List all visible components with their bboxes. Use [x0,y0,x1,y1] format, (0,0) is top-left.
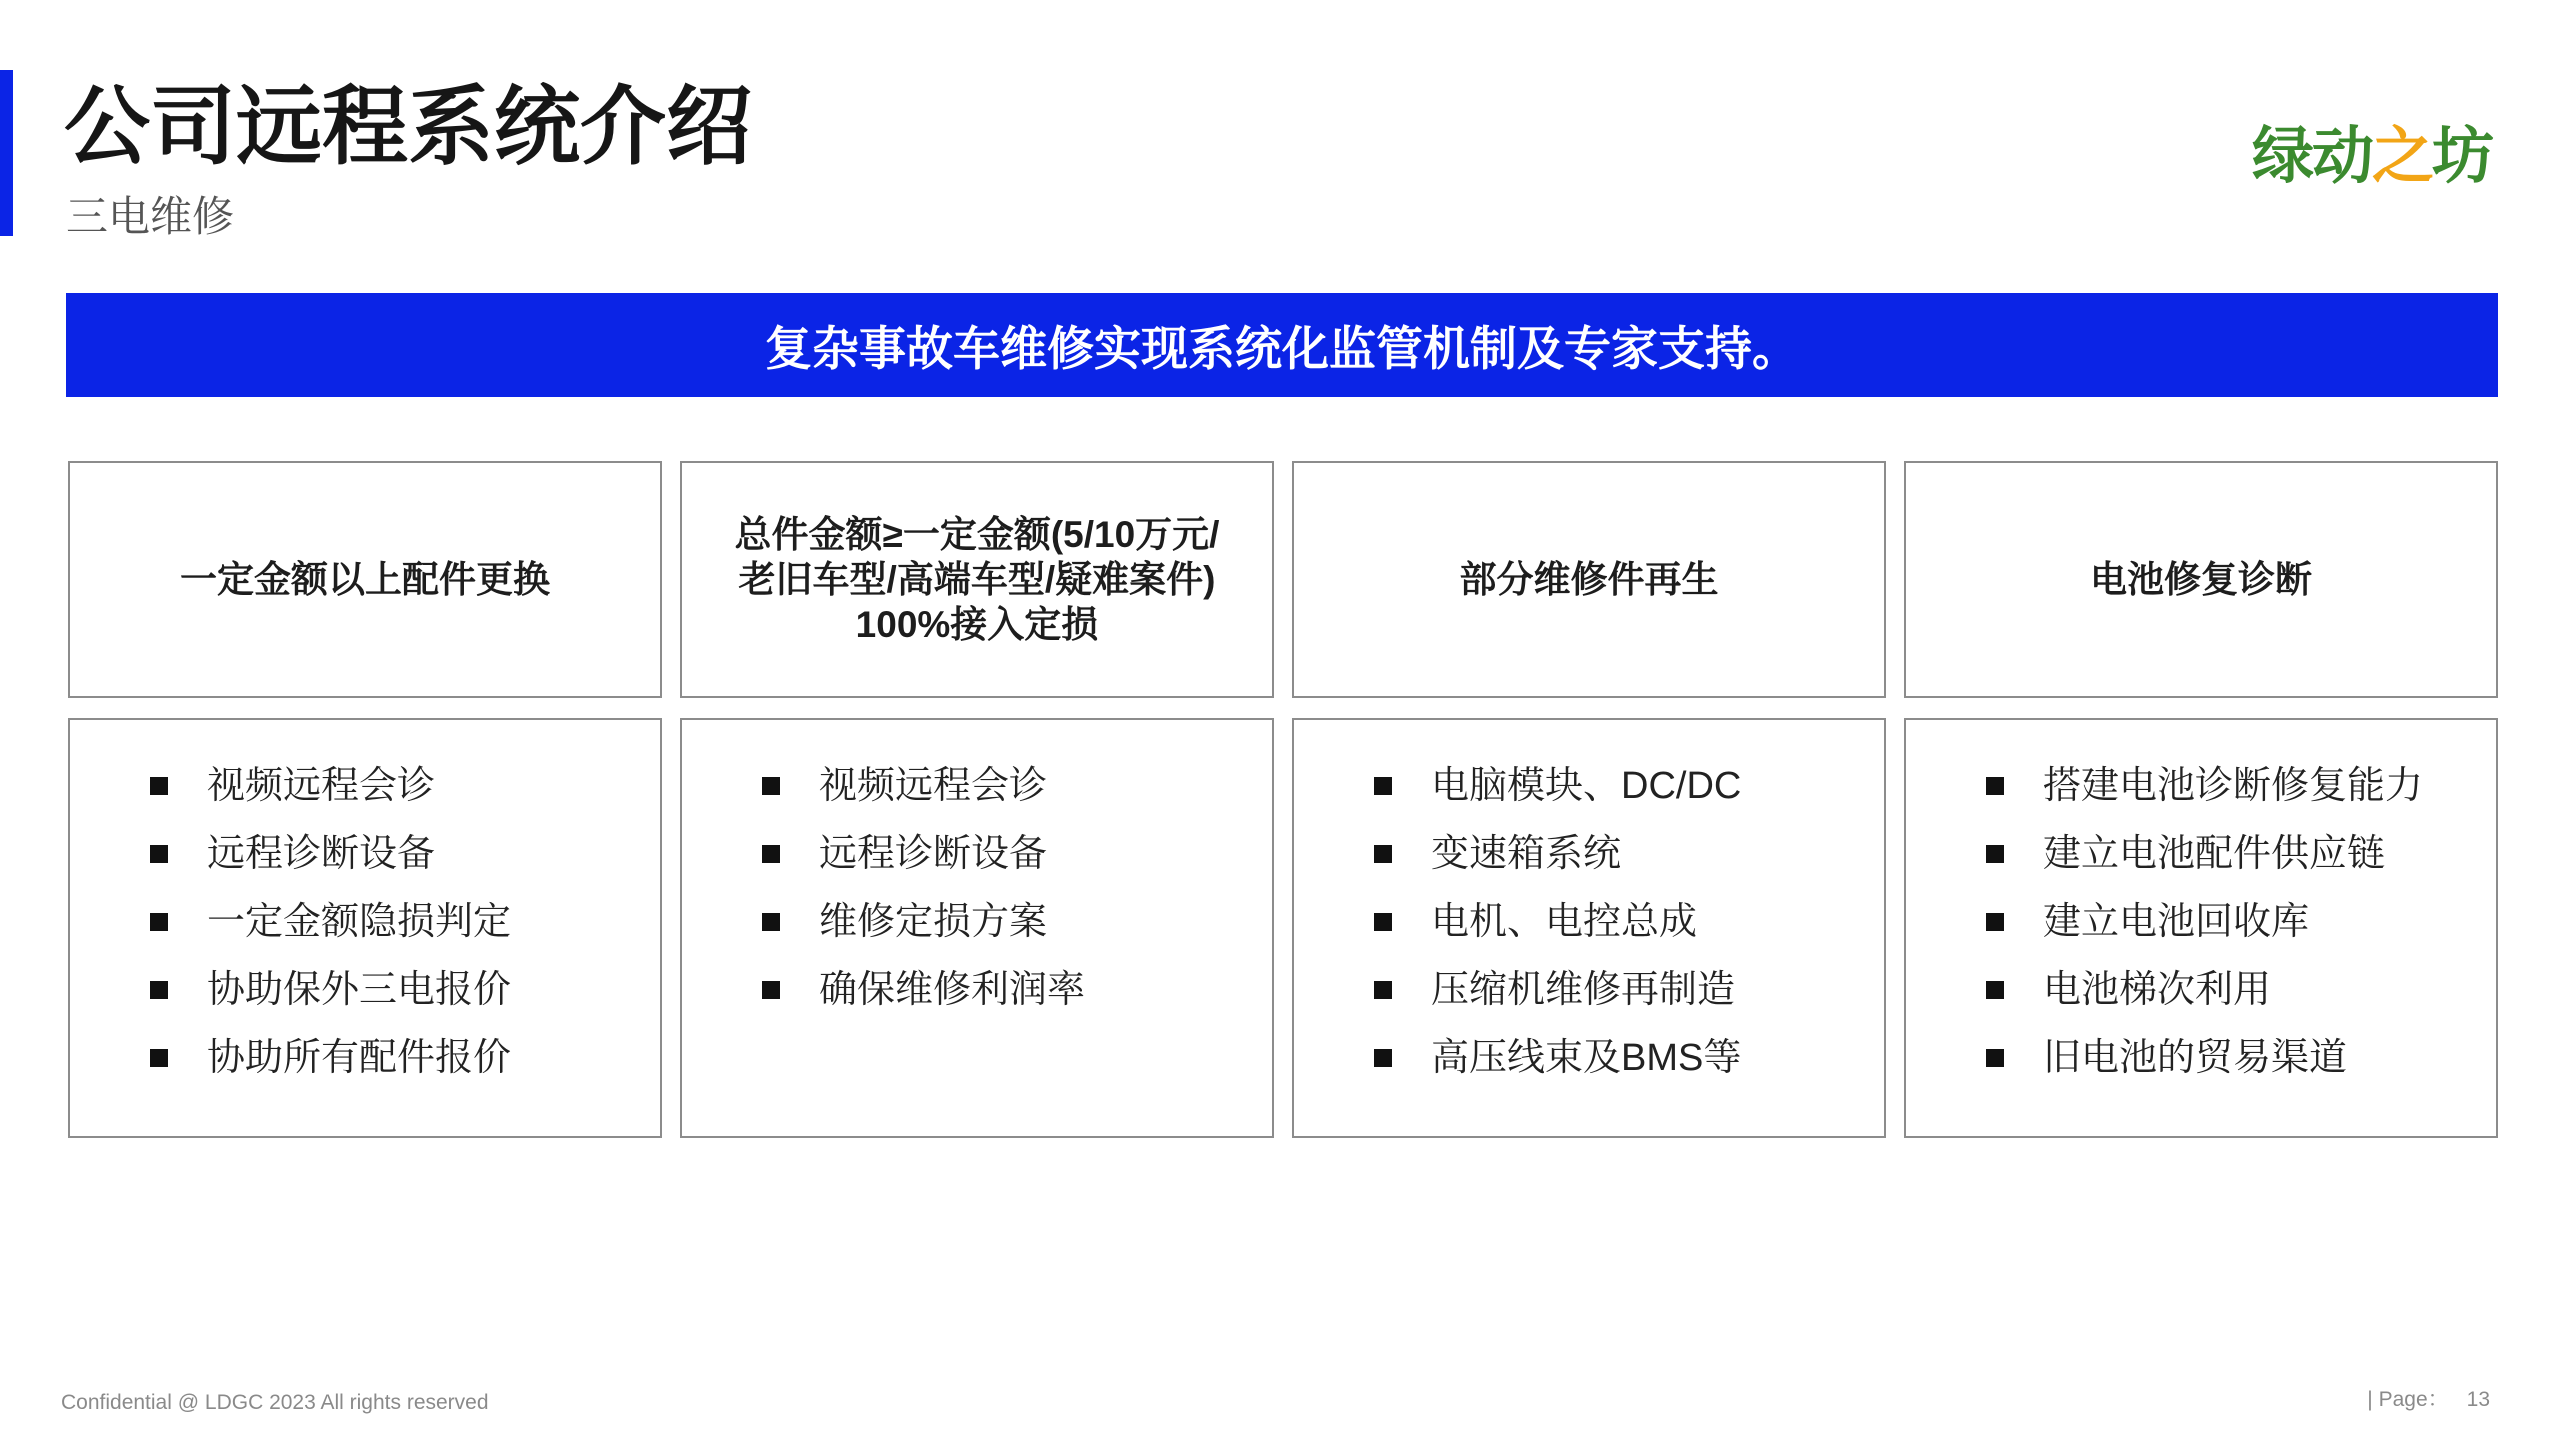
list-item [682,752,1272,820]
square-bullet-icon [1986,1049,2004,1067]
column-1-header [68,461,662,698]
column-4-header [1904,461,2498,698]
page-subtitle: 三电维修 [66,193,235,240]
list-item [682,888,1272,956]
list-item [1906,752,2496,820]
lightning-bolt-icon: 之 [2371,122,2432,191]
square-bullet-icon [150,913,168,931]
header-line: 电池修复诊断 [2090,559,2312,600]
column-1-body [68,718,662,1138]
square-bullet-icon [150,845,168,863]
page-number: 13 [2466,1388,2490,1411]
title-accent-bar [0,70,13,236]
square-bullet-icon [1374,1049,1392,1067]
list-item-text: 搭建电池诊断修复能力 [2043,765,2424,807]
banner-text: 复杂事故车维修实现系统化监管机制及专家支持。 [765,321,1799,375]
column-header-text [735,512,1220,647]
square-bullet-icon [1374,777,1392,795]
list-item-text: 确保维修利润率 [819,969,1086,1011]
column-1-list [70,720,660,1092]
list-item-text: 一定金额隐损判定 [207,901,512,943]
list-item [70,956,660,1024]
list-item-text: 变速箱系统 [1431,833,1622,875]
square-bullet-icon [762,845,780,863]
logo-char: 动 [2311,122,2372,191]
list-item-text: 高压线束及BMS等 [1431,1037,1742,1079]
list-item [682,820,1272,888]
service-columns [68,461,2498,1138]
column-2-list [682,720,1272,1024]
list-item [1906,820,2496,888]
page-indicator [2367,1387,2490,1413]
list-item-text: 视频远程会诊 [819,765,1048,807]
page-title: 公司远程系统介绍 [64,79,752,175]
header-line: 一定金额以上配件更换 [180,559,550,600]
square-bullet-icon [1374,913,1392,931]
square-bullet-icon [1374,845,1392,863]
column-4-list [1906,720,2496,1092]
square-bullet-icon [762,981,780,999]
list-item [1906,888,2496,956]
square-bullet-icon [762,777,780,795]
header-line: 老旧车型/高端车型/疑难案件) [738,559,1216,600]
column-3-list [1294,720,1884,1092]
logo-char: 绿 [2251,122,2312,191]
list-item-text: 电脑模块、DC/DC [1431,765,1742,807]
column-header-text [2090,557,2312,602]
headline-banner [66,293,2498,397]
list-item [70,888,660,956]
square-bullet-icon [1986,777,2004,795]
list-item [1294,1024,1884,1092]
column-header-text [180,557,550,602]
list-item-text: 建立电池配件供应链 [2043,833,2386,875]
list-item-text: 远程诊断设备 [819,833,1048,875]
column-2-body [680,718,1274,1138]
list-item-text: 维修定损方案 [819,901,1048,943]
list-item-text: 协助保外三电报价 [207,969,512,1011]
list-item-text: 旧电池的贸易渠道 [2043,1037,2348,1079]
list-item [1294,956,1884,1024]
header-line: 部分维修件再生 [1459,559,1719,600]
list-item [70,752,660,820]
square-bullet-icon [1374,981,1392,999]
square-bullet-icon [1986,845,2004,863]
confidential-notice: Confidential @ LDGC 2023 All rights reserved [61,1391,489,1414]
list-item [1294,888,1884,956]
list-item [1906,1024,2496,1092]
list-item [1294,752,1884,820]
list-item-text: 视频远程会诊 [207,765,436,807]
column-header-text [1460,557,1719,602]
list-item-text: 压缩机维修再制造 [1431,969,1736,1011]
square-bullet-icon [762,913,780,931]
square-bullet-icon [1986,981,2004,999]
list-item [1294,820,1884,888]
header-line: 100%接入定损 [855,604,1099,645]
logo-char: 坊 [2431,122,2492,191]
company-logo [2251,122,2492,191]
list-item [70,1024,660,1092]
column-4-body [1904,718,2498,1138]
list-item [70,820,660,888]
header-line: 总件金额≥一定金额(5/10万元/ [734,514,1220,555]
list-item-text: 协助所有配件报价 [207,1037,512,1079]
list-item [1906,956,2496,1024]
square-bullet-icon [1986,913,2004,931]
column-3-body [1292,718,1886,1138]
list-item [682,956,1272,1024]
square-bullet-icon [150,981,168,999]
column-3-header [1292,461,1886,698]
list-item-text: 建立电池回收库 [2043,901,2310,943]
list-item-text: 电池梯次利用 [2043,969,2272,1011]
list-item-text: 电机、电控总成 [1431,901,1698,943]
list-item-text: 远程诊断设备 [207,833,436,875]
column-2-header [680,461,1274,698]
square-bullet-icon [150,1049,168,1067]
page-label: | Page： [2367,1388,2449,1411]
square-bullet-icon [150,777,168,795]
